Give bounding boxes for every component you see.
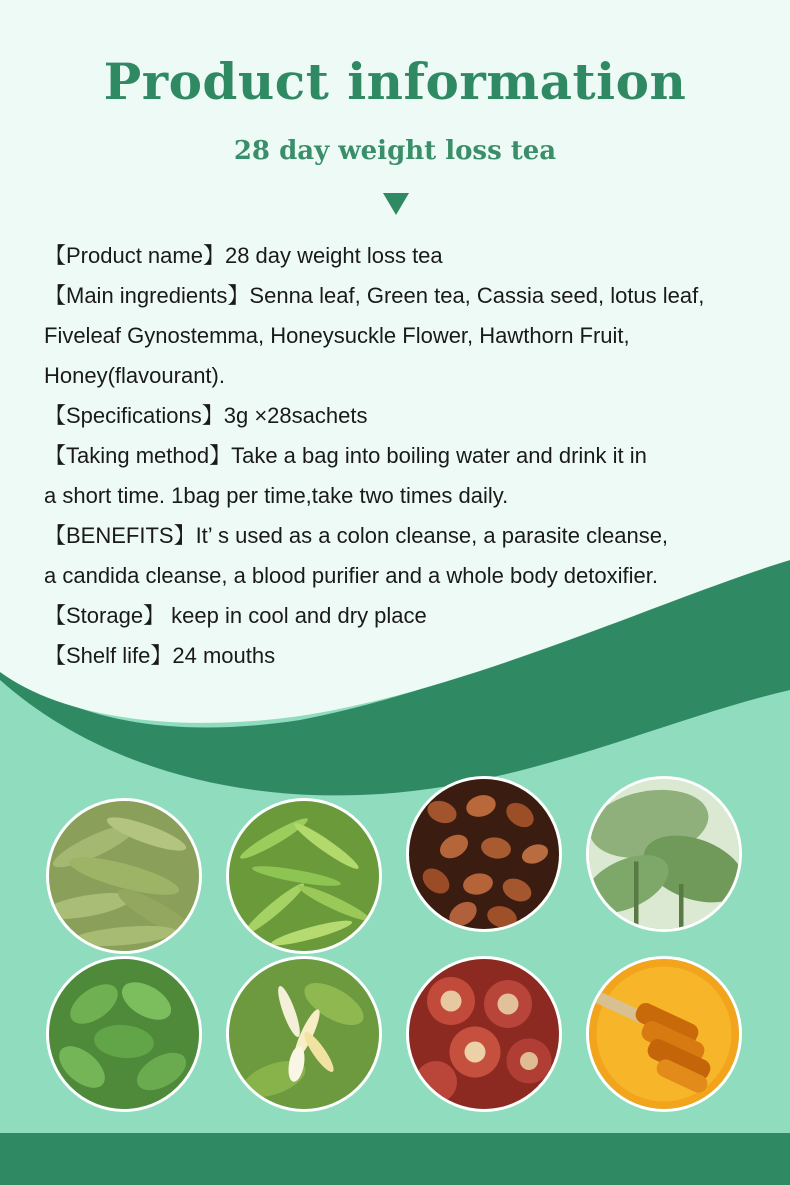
product-info-list <box>44 236 784 676</box>
green-tea-image <box>226 798 382 954</box>
ingredients-line-1: 【Main ingredients】Senna leaf, Green tea, Cassia seed, lotus leaf, <box>44 283 705 308</box>
benefits-line-2: a candida cleanse, a blood purifier and a whole body detoxifier. <box>44 563 658 588</box>
ingredients-line-2: Fiveleaf Gynostemma, Honeysuckle Flower, Hawthorn Fruit, <box>44 323 630 348</box>
cassia-seed-image <box>406 776 562 932</box>
lotus-leaf-image <box>586 776 742 932</box>
shelf-life-line: 【Shelf life】24 mouths <box>44 643 276 668</box>
honeysuckle-flower-image <box>226 956 382 1112</box>
ingredients-line-3: Honey(flavourant). <box>44 363 225 388</box>
specifications-line: 【Specifications】3g ×28sachets <box>44 403 368 428</box>
hawthorn-fruit-image <box>406 956 562 1112</box>
honey-image <box>586 956 742 1112</box>
page-title: Product information <box>103 52 687 111</box>
gynostemma-image <box>46 956 202 1112</box>
down-arrow-icon <box>383 193 409 215</box>
page-subtitle: 28 day weight loss tea <box>233 136 557 166</box>
method-line-2: a short time. 1bag per time,take two times daily. <box>44 483 509 508</box>
senna-leaf-image <box>46 798 202 954</box>
storage-line: 【Storage】 keep in cool and dry place <box>44 603 427 628</box>
product-name-line: 【Product name】28 day weight loss tea <box>44 243 443 268</box>
method-line-1: 【Taking method】Take a bag into boiling water and drink it in <box>44 443 647 468</box>
benefits-line-1: 【BENEFITS】It’ s used as a colon cleanse, a parasite cleanse, <box>44 523 669 548</box>
